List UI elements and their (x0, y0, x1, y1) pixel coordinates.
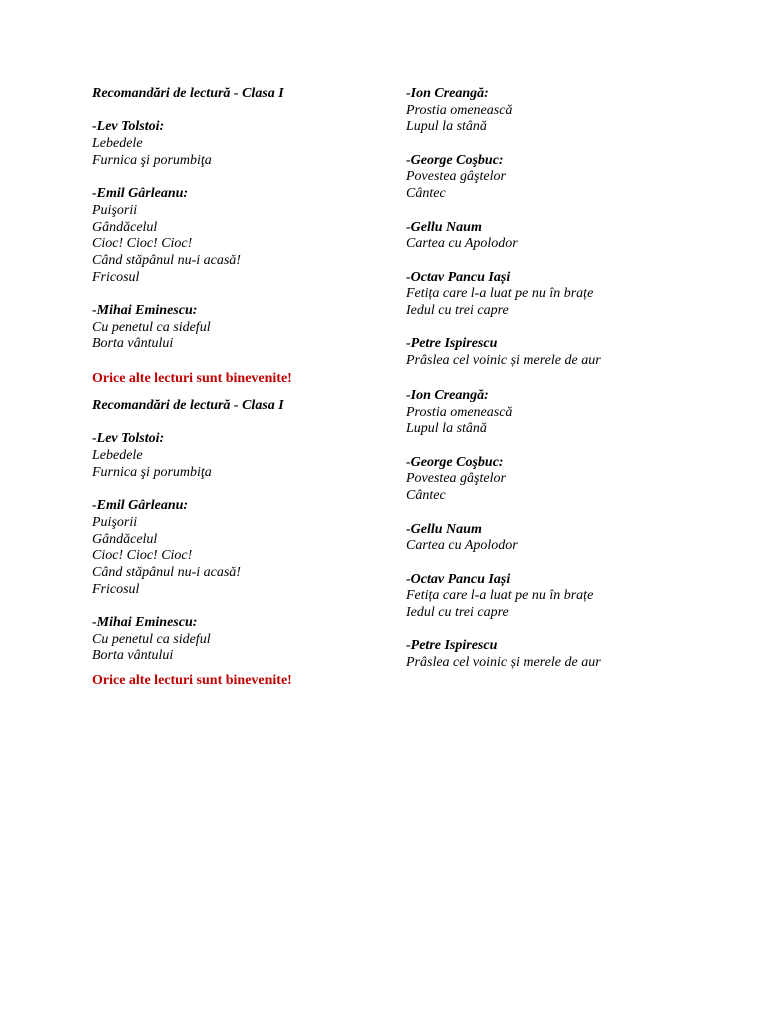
author-name: -Mihai Eminescu: (92, 302, 198, 318)
work-title: Lupul la stână (406, 421, 487, 437)
author-name: -Emil Gârleanu: (92, 186, 189, 202)
closing-note: Orice alte lecturi sunt binevenite! (92, 673, 292, 688)
work-title: Fetița care l-a luat pe nu în brațe (406, 286, 594, 302)
work-title: Lebedele (92, 136, 143, 152)
work-title: Cartea cu Apolodor (406, 538, 518, 554)
work-title: Gândăcelul (92, 219, 158, 235)
closing-note-bottom (92, 673, 422, 690)
left-column-bottom (92, 398, 422, 665)
author-name: -Mihai Eminescu: (92, 614, 198, 630)
right-column-bottom (406, 388, 736, 672)
author-name: -Petre Ispirescu (406, 638, 498, 654)
author-name: -Octav Pancu Iași (406, 269, 511, 285)
author-name: -Lev Tolstoi: (92, 431, 165, 447)
author-name: -Ion Creangă: (406, 388, 489, 403)
work-title: Prâslea cel voinic și merele de aur (406, 353, 601, 368)
work-title: Cioc! Cioc! Cioc! (92, 236, 193, 252)
work-title: Cioc! Cioc! Cioc! (92, 548, 193, 564)
work-title: Lebedele (92, 448, 143, 464)
work-title: Cu penetul ca sideful (92, 319, 211, 335)
work-title: Cu penetul ca sideful (92, 631, 211, 647)
work-title: Borta vântului (92, 648, 174, 664)
work-title: Povestea gâştelor (406, 169, 506, 185)
work-title: Când stăpânul nu-i acasă! (92, 564, 241, 580)
work-title: Povestea gâştelor (406, 471, 506, 487)
author-name: -Ion Creangă: (406, 86, 489, 101)
closing-note-top (92, 371, 422, 388)
author-name: -Gellu Naum (406, 521, 482, 537)
author-name: -George Coşbuc: (406, 152, 504, 168)
work-title: Prostia omenească (406, 404, 513, 420)
author-name: -Octav Pancu Iași (406, 571, 511, 587)
right-column-top (406, 86, 736, 370)
work-title: Furnica şi porumbiţa (92, 464, 212, 480)
work-title: Lupul la stână (406, 119, 487, 135)
work-title: Cântec (406, 488, 446, 504)
work-title: Borta vântului (92, 336, 174, 352)
author-name: -Petre Ispirescu (406, 336, 498, 352)
work-title: Cartea cu Apolodor (406, 236, 518, 252)
work-title: Prostia omenească (406, 102, 513, 118)
work-title: Prâslea cel voinic și merele de aur (406, 655, 601, 670)
work-title: Fricosul (92, 269, 140, 285)
document-title: Recomandări de lectură - Clasa I (92, 86, 284, 101)
work-title: Iedul cu trei capre (406, 604, 509, 620)
work-title: Cântec (406, 186, 446, 202)
work-title: Fricosul (92, 581, 140, 597)
author-name: -Gellu Naum (406, 219, 482, 235)
author-name: -George Coşbuc: (406, 454, 504, 470)
work-title: Iedul cu trei capre (406, 302, 509, 318)
closing-note: Orice alte lecturi sunt binevenite! (92, 371, 292, 386)
author-name: -Emil Gârleanu: (92, 498, 189, 514)
left-column-top (92, 86, 422, 353)
document-title: Recomandări de lectură - Clasa I (92, 398, 284, 413)
work-title: Când stăpânul nu-i acasă! (92, 252, 241, 268)
work-title: Furnica şi porumbiţa (92, 152, 212, 168)
work-title: Puişorii (92, 514, 138, 530)
work-title: Fetița care l-a luat pe nu în brațe (406, 588, 594, 604)
work-title: Gândăcelul (92, 531, 158, 547)
work-title: Puişorii (92, 202, 138, 218)
author-name: -Lev Tolstoi: (92, 119, 165, 135)
